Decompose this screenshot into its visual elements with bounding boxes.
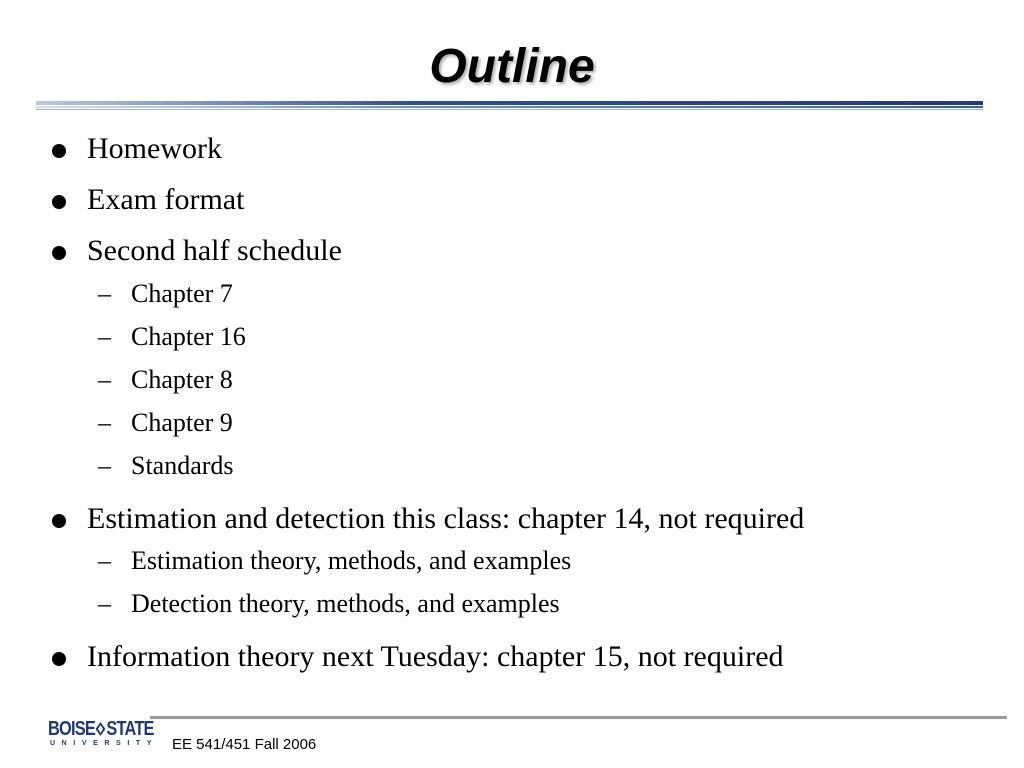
footer-course-label: EE 541/451 Fall 2006 <box>172 736 317 753</box>
sub-bullet-text: Chapter 7 <box>131 279 233 308</box>
slide-title: Outline <box>429 40 595 93</box>
title-underline <box>36 101 983 111</box>
bullet-text: Information theory next Tuesday: chapter 15, not required <box>87 640 784 673</box>
sub-bullet-text: Estimation theory, methods, and examples <box>131 546 572 575</box>
logo-word-boise: BOISE <box>48 718 95 740</box>
university-logo <box>48 718 159 752</box>
sub-bullet-dash: – <box>98 589 111 618</box>
sub-bullet-text: Standards <box>131 451 234 480</box>
sub-bullet-dash: – <box>98 279 111 308</box>
logo-word-state: STATE <box>106 718 154 740</box>
sub-bullet-dash: – <box>98 322 111 351</box>
sub-bullet-dash: – <box>98 365 111 394</box>
bullet-dot <box>52 195 66 209</box>
bullet-text: Second half schedule <box>87 234 342 267</box>
bullet-dot <box>52 652 66 666</box>
sub-bullet-text: Chapter 9 <box>131 408 233 437</box>
bullet-text: Homework <box>87 132 222 165</box>
bullet-dot <box>52 246 66 260</box>
bullet-dot <box>52 144 66 158</box>
bullet-text: Exam format <box>87 183 245 216</box>
sub-bullet-dash: – <box>98 546 111 575</box>
sub-bullet-dash: – <box>98 408 111 437</box>
sub-bullet-dash: – <box>98 451 111 480</box>
bullet-dot <box>52 514 66 528</box>
logo-subtitle: UNIVERSITY <box>50 740 159 747</box>
bullet-text: Estimation and detection this class: chapter 14, not required <box>87 502 805 535</box>
footer-rule <box>150 716 1007 719</box>
logo-emblem-icon <box>96 718 106 741</box>
sub-bullet-text: Detection theory, methods, and examples <box>131 589 560 618</box>
sub-bullet-text: Chapter 8 <box>131 365 233 394</box>
sub-bullet-text: Chapter 16 <box>131 322 246 351</box>
